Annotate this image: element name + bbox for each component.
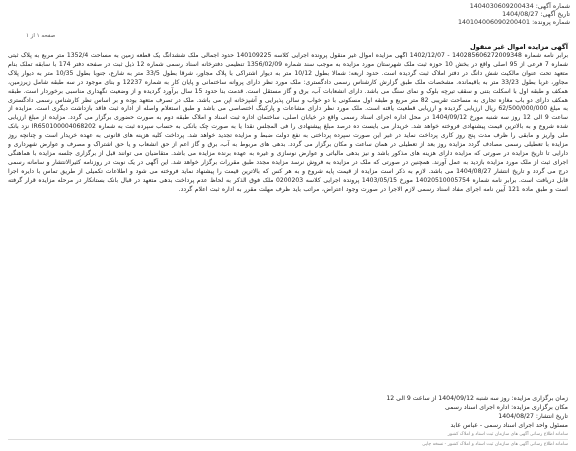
notice-body: برابر نامه شماره 140285606272009348 - 1402/12/07 آگهی مزایده اموال غیر منقول پرونده اجرایی کلاسه 140109225 حدود اجمالی ملک ششدانگ یک قطعه زمین به مساحت 1352/4 متر مربع به پلاک ثبتی شماره 7 فرعی از 95 اصلی واقع در بخش 10 حوزه ثبت ملک شهرستان مورد مزایده به موجب سند شماره 1356/02/09 تنظیمی دفترخانه اسناد رسمی شماره 12 ذیل ثبت در صفحه دفتر 174 با سابقه تملک بنام متعهد تحت عنوان مالکیت شش دانگ در دفتر املاک ثبت گردیده است. حدود اربعه: شمالا بطول 10/12 متر به دیوار اشتراکی با پلاک مجاور، شرقا بطول 33/5 متر به شارع، جنوبا بطول 10/35 متر به دیوار پلاک مجاور، غربا بطول 33/23 متر به باقیمانده. مشخصات ملک طبق گزارش کارشناس رسمی دادگستری: ملک مورد نظر دارای پروانه ساختمانی و پایان کار به شماره 12237 و بنای موجود در سه طبقه شامل زیرزمین، همکف و طبقه اول با اسکلت بتنی و سقف تیرچه بلوک و نمای سنگ می باشد. دارای انشعابات آب، برق و گاز مستقل است. قدمت بنا حدود 15 سال برآورد گردیده و از وضعیت نگهداری مناسبی برخوردار است. طبقه همکف دارای دو باب مغازه تجاری به مساحت تقریبی 82 متر مربع و طبقه اول مسکونی با دو خواب و سالن پذیرایی و آشپزخانه اپن می باشد. ملک در تصرف متعهد بوده و بر اساس نظر کارشناس رسمی دادگستری به مبلغ 62/500/000/000 ریال ارزیابی گردیده و ارزیابی قطعیت یافته است. ملک مورد نظر دارای مشاعات و پارکینگ اختصاصی می باشد و طبق استعلام واصله از اداره ثبت فاقد بازداشت دیگری است. مزایده از ساعت 9 الی 12 روز سه شنبه مورخ 1404/09/12 در محل اداره اجرای اسناد رسمی واقع در خیابان اصلی، ساختمان اداره ثبت اسناد و املاک طبقه دوم به صورت حضوری برگزار می گردد. مزایده از مبلغ ارزیابی شده شروع و به بالاترین قیمت پیشنهادی فروخته خواهد شد. خریدار می بایست ده درصد مبلغ پیشنهادی را فی المجلس نقدا یا به صورت چک بانکی به حساب سپرده ثبت به شماره IR650100004068202 نزد بانک ملی واریز و مابقی را ظرف مدت پنج روز کاری پرداخت نماید در غیر این صورت سپرده پرداختی به نفع دولت ضبط و مزایده تجدید خواهد شد. پرداخت کلیه هزینه های قانونی به عهده خریدار است و چنانچه روز مزایده با تعطیلی رسمی مصادف گردد مزایده روز بعد از تعطیلی در همان ساعت و مکان برگزار می گردد. بدهی های مربوط به آب، برق و گاز اعم از حق انشعاب و یا حق اشتراک و مصرف و عوارض شهرداری و دارایی تا تاریخ مزایده در صورتی که مزایده دارای هزینه های مذکور باشد و نیز بدهی مالیاتی و عوارض نوسازی و غیره به عهده برنده مزایده می باشد. متقاضیان می توانند قبل از برگزاری جلسه مزایده با هماهنگی اجرای ثبت از ملک مورد مزایده بازدید به عمل آورند. همچنین در صورتی که ملک در مزایده به فروش نرسد مزایده مجدد طبق مقررات برگزار خواهد شد. این آگهی در یک نوبت در روزنامه کثیرالانتشار و سامانه رسمی درج می گردد و تاریخ انتشار 1404/08/27 می باشد. لازم به ذکر است مزایده از قیمت پایه شروع و به هر کس که بالاترین قیمت را پیشنهاد نماید فروخته می شود و اطلاعات تکمیلی از طریق تماس با دایره اجرا قابل دریافت است. برابر نامه شماره 14020510005754 مورخ 1403/05/15 پرونده اجرایی کلاسه 0200203 ملک فوق الذکر به لحاظ عدم پرداخت بدهی متعهد در قبال بانک بستانکار در مرحله مزایده قرار گرفته است و طبق ماده 121 آیین نامه اجرای مفاد اسناد رسمی لازم الاجرا در صورت وجود اعتراض، مراتب باید ظرف مهلت مقرر به اداره ثبت اعلام گردد.: [8, 52, 568, 193]
notice-tracking-number: شماره آگهی: 1404030609200434: [469, 3, 570, 10]
page-indicator: صفحه ۱ از ۱: [26, 33, 56, 39]
footer-print-text: سامانه اطلاع رسانی آگهی های سازمان ثبت اسناد و املاک کشور - نسخه چاپی: [8, 439, 568, 447]
footer-text: سامانه اطلاع رسانی آگهی های سازمان ثبت اسناد و املاک کشور: [447, 432, 568, 437]
signatory-line: مسئول واحد اجرای اسناد رسمی - عباس عابد: [450, 422, 568, 429]
auction-time-line: زمان برگزاری مزایده: روز سه شنبه 1404/09/12 از ساعت 9 الی 12: [386, 395, 568, 402]
publish-date-line: تاریخ انتشار: 1404/08/27: [498, 413, 568, 420]
notice-header: [458, 3, 570, 27]
notice-title: آگهی مزایده اموال غیر منقول: [469, 43, 568, 51]
file-number: شماره پرونده: 140104006090200401: [457, 19, 570, 26]
auction-place-line: مکان برگزاری مزایده: اداره اجرای اسناد رسمی: [444, 404, 568, 411]
notice-date: تاریخ آگهی: 1404/08/27: [502, 11, 570, 18]
